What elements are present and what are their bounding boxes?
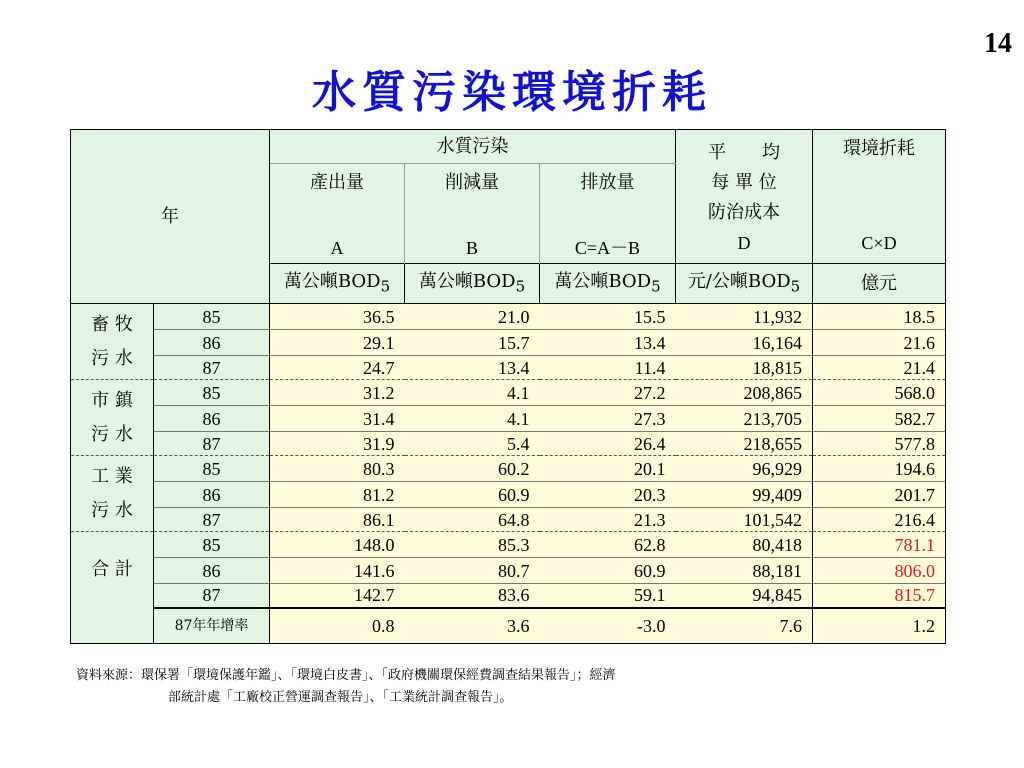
value-a: 31.2 [270,380,405,406]
value-a: 142.7 [270,584,405,608]
env-depletion-header: 環境折耗 [813,130,946,264]
code-b: B [405,200,540,264]
output-header: 產出量 [270,164,405,200]
value-c: 27.2 [540,380,676,406]
group-label [71,532,154,608]
reduction-header: 削減量 [405,164,540,200]
value-cd: 806.0 [813,558,946,584]
value-b: 5.4 [405,432,540,456]
value-cd: 815.7 [813,584,946,608]
value-a: 141.6 [270,558,405,584]
value-b: 85.3 [405,532,540,558]
growth-label: 87年年增率 [154,608,270,644]
water-pollution-header: 水質污染 [270,130,676,164]
value-a: 36.5 [270,304,405,330]
value-cd: 781.1 [813,532,946,558]
value-d: 88,181 [676,558,813,584]
year-cell: 87 [154,432,270,456]
year-cell: 87 [154,584,270,608]
table-row [71,432,946,456]
code-cd: C×D [861,233,897,253]
unit-a [270,264,405,304]
avg-cost-line1: 平 均 [708,142,780,163]
value-c: 59.1 [540,584,676,608]
value-b: 60.2 [405,456,540,482]
growth-c: -3.0 [540,608,676,644]
unit-d-text: 元/公噸BOD [687,270,791,292]
unit-c-text: 萬公噸BOD [554,270,652,292]
year-cell: 86 [154,558,270,584]
value-b: 21.0 [405,304,540,330]
value-b: 4.1 [405,380,540,406]
avg-cost-line2: 每 單 位 [711,172,777,193]
value-cd: 194.6 [813,456,946,482]
value-cd: 21.6 [813,330,946,356]
value-c: 13.4 [540,330,676,356]
table-row [71,356,946,380]
year-cell: 87 [154,508,270,532]
value-c: 27.3 [540,406,676,432]
value-a: 29.1 [270,330,405,356]
value-c: 21.3 [540,508,676,532]
value-c: 15.5 [540,304,676,330]
year-cell: 86 [154,330,270,356]
value-c: 62.8 [540,532,676,558]
table-row [71,584,946,608]
value-b: 83.6 [405,584,540,608]
unit-b-text: 萬公噸BOD [418,270,516,292]
growth-blank [71,608,154,644]
unit-b-sub: 5 [515,277,526,296]
value-cd: 582.7 [813,406,946,432]
value-cd: 21.4 [813,356,946,380]
value-b: 4.1 [405,406,540,432]
source-line-1: 資料來源：環保署「環境保護年鑑」、「環境白皮書」、「政府機關環保經費調查結果報告」；經濟 [76,668,616,683]
unit-a-text: 萬公噸BOD [283,270,381,292]
group-label-line1: 市 鎮 [91,389,133,411]
source-line-2: 部統計處「工廠校正營運調查報告」、「工業統計調查報告」。 [168,690,513,705]
value-a: 24.7 [270,356,405,380]
unit-b [405,264,540,304]
value-cd: 577.8 [813,432,946,456]
value-a: 31.4 [270,406,405,432]
value-d: 208,865 [676,380,813,406]
source-note [76,665,616,709]
value-d: 11,932 [676,304,813,330]
year-cell: 86 [154,406,270,432]
code-a: A [270,200,405,264]
growth-d: 7.6 [676,608,813,644]
value-d: 18,815 [676,356,813,380]
table-row [71,558,946,584]
value-c: 11.4 [540,356,676,380]
value-b: 80.7 [405,558,540,584]
growth-b: 3.6 [405,608,540,644]
value-cd: 18.5 [813,304,946,330]
table-row [71,330,946,356]
year-cell: 85 [154,380,270,406]
value-d: 94,845 [676,584,813,608]
growth-cd: 1.2 [813,608,946,644]
unit-d [676,233,813,304]
value-cd: 201.7 [813,482,946,508]
year-cell: 85 [154,456,270,482]
page-title: 水質污染環境折耗 [312,67,712,118]
value-d: 213,705 [676,406,813,432]
table-row [71,380,946,406]
value-b: 15.7 [405,330,540,356]
unit-cd-text: 億元 [861,272,897,294]
value-a: 31.9 [270,432,405,456]
value-c: 20.3 [540,482,676,508]
value-cd: 568.0 [813,380,946,406]
code-c: C=A－B [540,200,676,264]
value-c: 60.9 [540,558,676,584]
table-row [71,508,946,532]
group-label [71,456,154,532]
avg-cost-line3: 防治成本 [708,202,780,223]
table-row [71,532,946,558]
value-a: 81.2 [270,482,405,508]
value-c: 20.1 [540,456,676,482]
value-d: 99,409 [676,482,813,508]
group-label-line1: 畜 牧 [91,313,133,335]
group-label-line2: 污 水 [91,423,133,445]
unit-a-sub: 5 [380,277,391,296]
group-label [71,304,154,380]
unit-cd [813,233,946,304]
growth-a: 0.8 [270,608,405,644]
year-cell: 86 [154,482,270,508]
group-label-line1: 工 業 [91,465,133,487]
value-d: 101,542 [676,508,813,532]
value-a: 86.1 [270,508,405,532]
value-b: 13.4 [405,356,540,380]
page-number: 14 [984,28,1012,59]
value-d: 96,929 [676,456,813,482]
value-d: 16,164 [676,330,813,356]
table-row [71,406,946,432]
growth-row [71,608,946,644]
code-d: D [737,233,751,253]
discharge-header: 排放量 [540,164,676,200]
year-cell: 85 [154,532,270,558]
value-b: 60.9 [405,482,540,508]
group-label-line2: 污 水 [91,347,133,369]
group-label-line1: 合 計 [91,558,133,580]
unit-c-sub: 5 [651,277,661,296]
value-d: 218,655 [676,432,813,456]
value-c: 26.4 [540,432,676,456]
value-b: 64.8 [405,508,540,532]
table-row [71,482,946,508]
unit-c [540,264,676,304]
value-a: 148.0 [270,532,405,558]
value-a: 80.3 [270,456,405,482]
depletion-table [70,129,946,644]
value-d: 80,418 [676,532,813,558]
year-header: 年 [71,130,270,304]
group-label [71,380,154,456]
unit-d-sub: 5 [790,277,801,296]
year-cell: 87 [154,356,270,380]
group-label-line2: 污 水 [91,499,133,521]
table-row [71,304,946,330]
value-cd: 216.4 [813,508,946,532]
year-cell: 85 [154,304,270,330]
table-row [71,456,946,482]
